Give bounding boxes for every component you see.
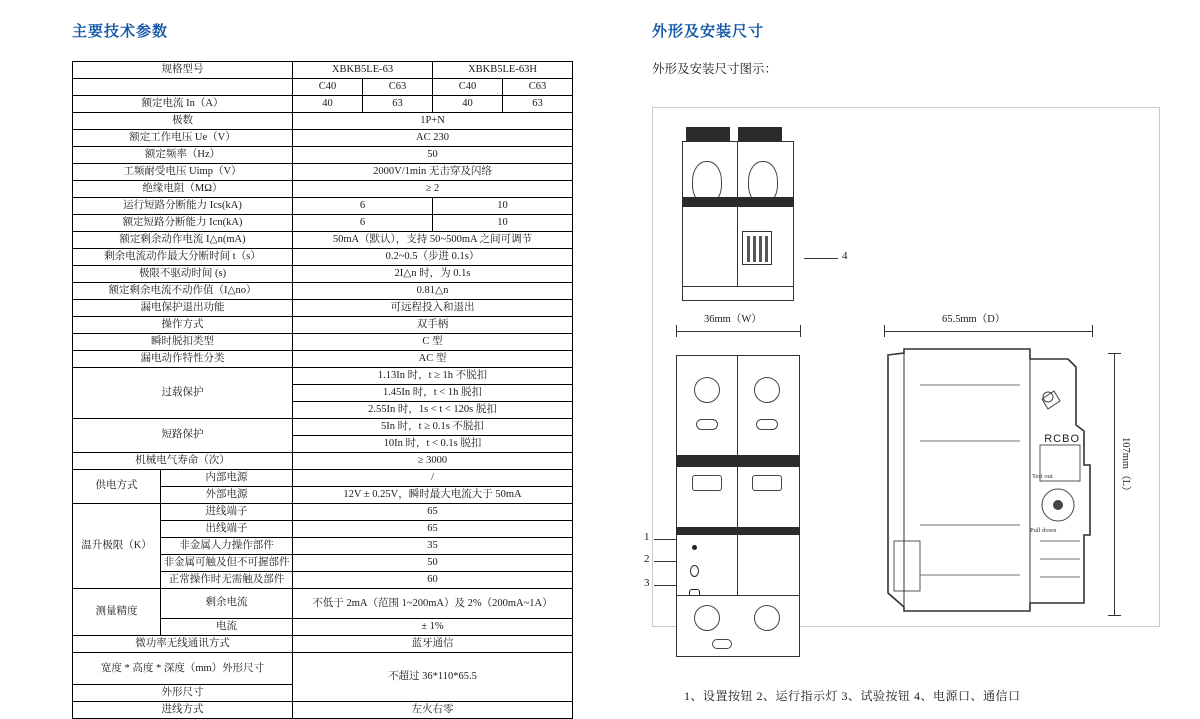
cell-value: AC 型 bbox=[293, 351, 573, 368]
callout-leader-1 bbox=[654, 539, 676, 540]
cell-value: 1.13In 时，t ≥ 1h 不脱扣 bbox=[293, 368, 573, 385]
dim-tick-height-bottom bbox=[1108, 615, 1121, 616]
row-label: 运行短路分断能力 Ics(kA) bbox=[73, 198, 293, 215]
table-row bbox=[73, 636, 573, 653]
dim-line-width bbox=[676, 331, 800, 332]
callout-label-2: 2 bbox=[644, 553, 650, 565]
spec-table bbox=[72, 61, 573, 719]
row-label: 机械电气寿命（次） bbox=[73, 453, 293, 470]
table-row bbox=[73, 589, 573, 619]
callout-label-3: 3 bbox=[644, 577, 650, 589]
drawing-caption: 外形及安装尺寸图示： bbox=[652, 62, 778, 76]
table-row bbox=[73, 334, 573, 351]
table-row bbox=[73, 702, 573, 719]
dim-tick-height-top bbox=[1108, 353, 1121, 354]
callout-leader-2 bbox=[654, 561, 676, 562]
table-row bbox=[73, 283, 573, 300]
cell-value: 50 bbox=[293, 555, 573, 572]
table-row bbox=[73, 317, 573, 334]
table-row bbox=[73, 232, 573, 249]
table-row bbox=[73, 266, 573, 283]
row-label: 瞬时脱扣类型 bbox=[73, 334, 293, 351]
dim-height-label: 107mm（L） bbox=[1120, 437, 1131, 497]
cell-value: 不超过 36*110*65.5 bbox=[293, 653, 573, 702]
curve-4: C63 bbox=[503, 79, 573, 96]
table-row bbox=[73, 300, 573, 317]
knob-label-test: Test out bbox=[1032, 473, 1053, 480]
row-label: 额定剩余电流不动作值（I△no） bbox=[73, 283, 293, 300]
row-label: 绝缘电阻（MΩ） bbox=[73, 181, 293, 198]
table-row bbox=[73, 653, 573, 685]
side-view-diagram bbox=[880, 345, 1094, 615]
indicator-led-icon bbox=[690, 565, 699, 577]
row-label: 供电方式 bbox=[73, 470, 161, 504]
cell-value: 6 bbox=[293, 198, 433, 215]
cell-value: 10 bbox=[433, 198, 573, 215]
cell-value: 63 bbox=[363, 96, 433, 113]
row-label: 额定工作电压 Ue（V） bbox=[73, 130, 293, 147]
curve-3: C40 bbox=[433, 79, 503, 96]
cell-value: ≥ 2 bbox=[293, 181, 573, 198]
dim-depth-label: 65.5mm（D） bbox=[942, 314, 1006, 325]
legend-text: 1、设置按钮 2、运行指示灯 3、试验按钮 4、电源口、通信口 bbox=[684, 689, 1021, 703]
terminal-hole-4 bbox=[754, 605, 780, 631]
curve-1: C40 bbox=[293, 79, 363, 96]
cell-value: 40 bbox=[433, 96, 503, 113]
row-sublabel: 非金属人力操作部件 bbox=[161, 538, 293, 555]
row-sublabel: 出线端子 bbox=[161, 521, 293, 538]
screw-slot-1 bbox=[696, 419, 718, 430]
row-sublabel: 剩余电流 bbox=[161, 589, 293, 619]
row-label: 过载保护 bbox=[73, 368, 293, 419]
row-label: 短路保护 bbox=[73, 419, 293, 453]
page-title-left: 主要技术参数 bbox=[72, 23, 169, 40]
cell-value: 40 bbox=[293, 96, 363, 113]
cell-value: 35 bbox=[293, 538, 573, 555]
callout-leader-4 bbox=[804, 258, 838, 259]
cell-value: 0.81△n bbox=[293, 283, 573, 300]
cell-value: 0.2~0.5（步进 0.1s） bbox=[293, 249, 573, 266]
handle-bar bbox=[682, 197, 794, 207]
table-row bbox=[73, 453, 573, 470]
table-row bbox=[73, 419, 573, 436]
cell-value: 1P+N bbox=[293, 113, 573, 130]
callout-leader-3 bbox=[654, 585, 676, 586]
table-row bbox=[73, 368, 573, 385]
device-foot-top bbox=[682, 287, 794, 301]
cell-value: 2000V/1min 无击穿及闪络 bbox=[293, 164, 573, 181]
row-label: 工频耐受电压 Uimp（V） bbox=[73, 164, 293, 181]
row-sublabel: 正常操作时无需触及部件 bbox=[161, 572, 293, 589]
front-handle-bar bbox=[676, 455, 800, 467]
row-label: 测量精度 bbox=[73, 589, 161, 636]
row-label: 额定频率（Hz） bbox=[73, 147, 293, 164]
cell-value: 可远程投入和退出 bbox=[293, 300, 573, 317]
top-view-diagram bbox=[682, 127, 794, 307]
table-row bbox=[73, 470, 573, 487]
front-lower-terminals bbox=[676, 595, 800, 657]
table-row bbox=[73, 147, 573, 164]
cell-value: 6 bbox=[293, 215, 433, 232]
drawing-area bbox=[644, 87, 1180, 703]
cell-value: 2.55In 时，1s < t < 120s 脱扣 bbox=[293, 402, 573, 419]
row-label: 额定短路分断能力 Icn(kA) bbox=[73, 215, 293, 232]
dim-tick-left bbox=[676, 325, 677, 337]
cell-value: 60 bbox=[293, 572, 573, 589]
handle-lug-1 bbox=[692, 475, 722, 491]
cell-value: C 型 bbox=[293, 334, 573, 351]
page-title-right: 外形及安装尺寸 bbox=[652, 23, 765, 40]
table-row bbox=[73, 351, 573, 368]
cell-value: 1.45In 时，t < 1h 脱扣 bbox=[293, 385, 573, 402]
connector-port bbox=[742, 231, 772, 265]
pole-divider-front bbox=[737, 355, 738, 615]
row-label: 漏电保护退出功能 bbox=[73, 300, 293, 317]
row-label: 极数 bbox=[73, 113, 293, 130]
cell-value: 10 bbox=[433, 215, 573, 232]
row-label: 外形尺寸 bbox=[73, 685, 293, 702]
terminal-cap-left bbox=[686, 127, 730, 142]
cell-value: 蓝牙通信 bbox=[293, 636, 573, 653]
cell-value: ± 1% bbox=[293, 619, 573, 636]
side-view-outline bbox=[880, 345, 1094, 617]
row-sublabel: 进线端子 bbox=[161, 504, 293, 521]
model-name-1: XBKB5LE-63 bbox=[293, 62, 433, 79]
table-row bbox=[73, 198, 573, 215]
row-label: 剩余电流动作最大分断时间 t（s） bbox=[73, 249, 293, 266]
row-label: 额定电流 In（A） bbox=[73, 96, 293, 113]
rcbo-label: RCBO bbox=[1044, 433, 1080, 445]
cell-value: 50mA（默认），支持 50~500mA 之间可调节 bbox=[293, 232, 573, 249]
row-label: 进线方式 bbox=[73, 702, 293, 719]
terminal-cap-right bbox=[738, 127, 782, 142]
pole-divider bbox=[737, 141, 738, 287]
row-sublabel: 非金属可触及但不可握部件 bbox=[161, 555, 293, 572]
dim-line-height bbox=[1114, 353, 1115, 615]
screw-slot-3 bbox=[712, 639, 732, 649]
front-view-diagram bbox=[676, 355, 800, 615]
cell-value: 63 bbox=[503, 96, 573, 113]
cell-value: ≥ 3000 bbox=[293, 453, 573, 470]
callout-label-1: 1 bbox=[644, 531, 650, 543]
table-row bbox=[73, 130, 573, 147]
handle-lug-2 bbox=[752, 475, 782, 491]
table-row bbox=[73, 504, 573, 521]
dim-width-label: 36mm（W） bbox=[704, 314, 762, 325]
table-row bbox=[73, 62, 573, 79]
table-row bbox=[73, 164, 573, 181]
screw-slot-2 bbox=[756, 419, 778, 430]
cell-value: 左火右零 bbox=[293, 702, 573, 719]
cell-value: 12V ± 0.25V，瞬时最大电流大于 50mA bbox=[293, 487, 573, 504]
curve-2: C63 bbox=[363, 79, 433, 96]
cell-value: AC 230 bbox=[293, 130, 573, 147]
row-label: 额定剩余动作电流 I△n(mA) bbox=[73, 232, 293, 249]
table-row bbox=[73, 79, 573, 96]
model-name-2: XBKB5LE-63H bbox=[433, 62, 573, 79]
row-sublabel: 电流 bbox=[161, 619, 293, 636]
cell-value: 不低于 2mA（范围 1~200mA）及 2%（200mA~1A） bbox=[293, 589, 573, 619]
table-row bbox=[73, 181, 573, 198]
table-row bbox=[73, 249, 573, 266]
cell-value: 65 bbox=[293, 521, 573, 538]
setting-button-icon[interactable] bbox=[692, 545, 697, 550]
row-label: 微功率无线通讯方式 bbox=[73, 636, 293, 653]
cell-value: 2I△n 时，为 0.1s bbox=[293, 266, 573, 283]
callout-label-4: 4 bbox=[842, 250, 848, 262]
cell-value: 10In 时，t < 0.1s 脱扣 bbox=[293, 436, 573, 453]
row-label: 温升极限（K） bbox=[73, 504, 161, 589]
knob-label-pull: Pull down bbox=[1030, 527, 1057, 534]
terminal-hole-2 bbox=[754, 377, 780, 403]
cell-value: / bbox=[293, 470, 573, 487]
dim-line-depth bbox=[884, 331, 1092, 332]
terminal-hole-1 bbox=[694, 377, 720, 403]
left-panel bbox=[72, 20, 572, 719]
terminal-hole-3 bbox=[694, 605, 720, 631]
row-label: 规格型号 bbox=[73, 62, 293, 79]
row-label: 操作方式 bbox=[73, 317, 293, 334]
row-label: 漏电动作特性分类 bbox=[73, 351, 293, 368]
row-label: 极限不驱动时间 (s) bbox=[73, 266, 293, 283]
front-lower-bar bbox=[676, 527, 800, 535]
cell-value: 双手柄 bbox=[293, 317, 573, 334]
dim-tick-depth-left bbox=[884, 325, 885, 337]
row-sublabel: 外部电源 bbox=[161, 487, 293, 504]
cell-value: 50 bbox=[293, 147, 573, 164]
right-panel bbox=[644, 20, 1182, 703]
dim-tick-depth-right bbox=[1092, 325, 1093, 337]
cell-value: 65 bbox=[293, 504, 573, 521]
row-label: 宽度 * 高度 * 深度（mm）外形尺寸 bbox=[73, 653, 293, 685]
table-row bbox=[73, 113, 573, 130]
dim-tick-right bbox=[800, 325, 801, 337]
row-sublabel: 内部电源 bbox=[161, 470, 293, 487]
cell-value: 5In 时，t ≥ 0.1s 不脱扣 bbox=[293, 419, 573, 436]
table-row bbox=[73, 215, 573, 232]
table-row bbox=[73, 96, 573, 113]
row-label bbox=[73, 79, 293, 96]
